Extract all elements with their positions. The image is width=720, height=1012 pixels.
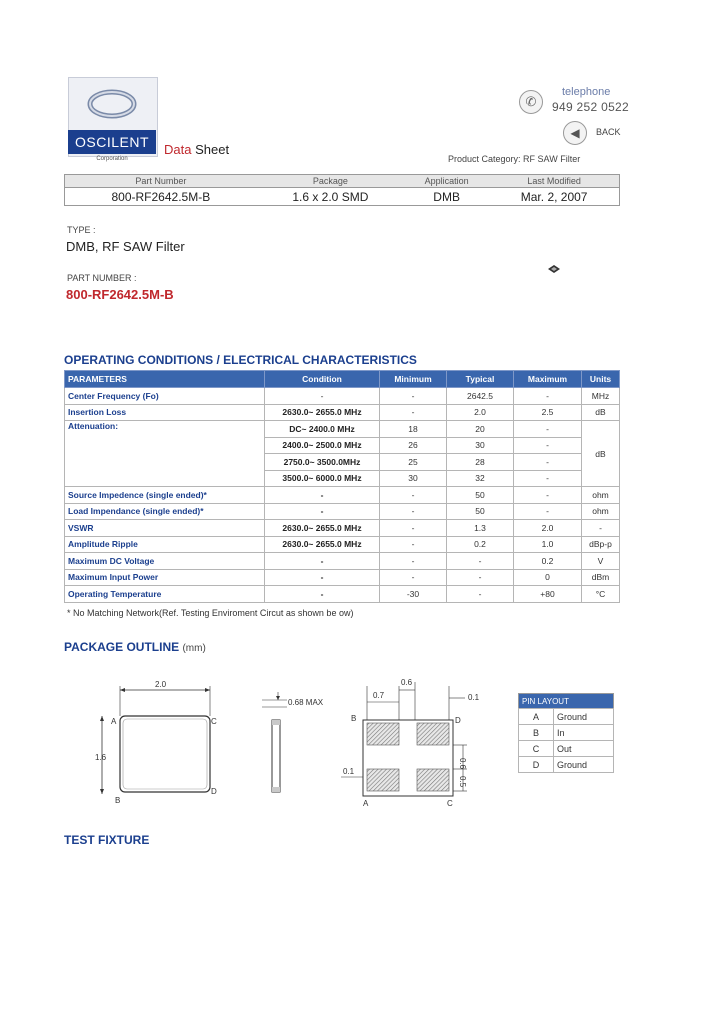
dim-pad-gap-label: 0.6 — [458, 758, 467, 770]
type-label: TYPE : — [67, 225, 96, 235]
param-unit: V — [582, 553, 620, 570]
param-max: 0 — [514, 569, 582, 586]
param-typ: 32 — [447, 470, 514, 487]
param-typ: 50 — [447, 503, 514, 520]
pin-c-label: C — [211, 717, 217, 726]
logo-ring-icon — [86, 86, 138, 122]
param-min: - — [380, 569, 447, 586]
table-row — [65, 421, 620, 438]
param-condition: DC~ 2400.0 MHz — [265, 421, 380, 438]
param-max: - — [514, 388, 582, 405]
doc-title-sheet: Sheet — [195, 142, 230, 157]
param-max: - — [514, 421, 582, 438]
param-typ: 1.3 — [447, 520, 514, 537]
param-name: Load Impendance (single ended)* — [65, 503, 265, 520]
param-condition: - — [265, 569, 380, 586]
param-unit: dB — [582, 404, 620, 421]
table-row — [65, 520, 620, 537]
table-row — [519, 709, 614, 725]
param-typ: - — [447, 569, 514, 586]
param-min: - — [380, 487, 447, 504]
param-max: - — [514, 437, 582, 454]
pin-d-label: D — [211, 787, 217, 796]
part-number-value: 800-RF2642.5M-B — [66, 287, 174, 302]
dim-height-label: 1.6 — [95, 753, 107, 762]
param-min: 25 — [380, 454, 447, 471]
table-row — [65, 536, 620, 553]
param-min: - — [380, 503, 447, 520]
pin-b-label: B — [115, 796, 121, 805]
table-row — [65, 569, 620, 586]
summary-header: Application — [404, 175, 489, 188]
param-condition: - — [265, 503, 380, 520]
pin-id: A — [519, 709, 554, 725]
pin-layout-title: PIN LAYOUT — [519, 694, 614, 709]
param-typ: 2642.5 — [447, 388, 514, 405]
param-max: - — [514, 503, 582, 520]
section-package-unit: (mm) — [182, 643, 206, 654]
param-max: 2.0 — [514, 520, 582, 537]
summary-application: DMB — [433, 189, 460, 204]
dim-edge-left-label: 0.1 — [343, 767, 355, 776]
pad-c-label: C — [447, 799, 453, 808]
logo-wordmark: OSCILENT — [68, 130, 156, 154]
table-row — [519, 757, 614, 773]
param-name: Operating Temperature — [65, 586, 265, 603]
pad-a-label: A — [363, 799, 369, 808]
summary-header: Part Number — [65, 175, 257, 188]
param-condition: 2630.0~ 2655.0 MHz — [265, 536, 380, 553]
param-typ: 2.0 — [447, 404, 514, 421]
telephone-number: 949 252 0522 — [552, 100, 630, 114]
param-unit: MHz — [582, 388, 620, 405]
param-unit: °C — [582, 586, 620, 603]
param-typ: 20 — [447, 421, 514, 438]
param-unit: ohm — [582, 503, 620, 520]
param-unit: dBm — [582, 569, 620, 586]
param-max: +80 — [514, 586, 582, 603]
param-typ: 28 — [447, 454, 514, 471]
footnote: * No Matching Network(Ref. Testing Enviroment Circut as shown be ow) — [67, 608, 354, 618]
param-unit: dBp-p — [582, 536, 620, 553]
dim-gap-label: 0.6 — [401, 678, 413, 687]
section-test-fixture: TEST FIXTURE — [64, 833, 150, 847]
pad-b-label: B — [351, 714, 357, 723]
table-row — [65, 404, 620, 421]
doc-title — [164, 142, 229, 157]
param-name: Maximum Input Power — [65, 569, 265, 586]
param-unit: ohm — [582, 487, 620, 504]
back-link[interactable]: BACK — [596, 127, 621, 137]
col-header: Typical — [447, 371, 514, 388]
dim-pad-width-label: 0.7 — [373, 691, 385, 700]
table-row — [519, 741, 614, 757]
col-header: Minimum — [380, 371, 447, 388]
dim-width-label: 2.0 — [155, 680, 167, 689]
param-min: - — [380, 536, 447, 553]
top-view-drawing — [92, 676, 242, 808]
summary-header: Package — [257, 175, 404, 188]
param-typ: 50 — [447, 487, 514, 504]
param-name: Amplitude Ripple — [65, 536, 265, 553]
param-max: - — [514, 470, 582, 487]
param-condition: 2630.0~ 2655.0 MHz — [265, 520, 380, 537]
param-min: -30 — [380, 586, 447, 603]
param-name: Maximum DC Voltage — [65, 553, 265, 570]
back-arrow-icon[interactable]: ◀ — [563, 121, 587, 145]
param-min: - — [380, 404, 447, 421]
summary-part-number: 800-RF2642.5M-B — [111, 189, 211, 204]
pin-a-label: A — [111, 717, 117, 726]
param-min: 18 — [380, 421, 447, 438]
param-condition: - — [265, 487, 380, 504]
param-min: - — [380, 520, 447, 537]
param-min: - — [380, 388, 447, 405]
param-typ: - — [447, 586, 514, 603]
col-header: Condition — [265, 371, 380, 388]
param-name: Insertion Loss — [65, 404, 265, 421]
summary-last-modified: Mar. 2, 2007 — [520, 189, 588, 204]
characteristics-table — [64, 370, 620, 603]
side-view-drawing — [252, 690, 337, 800]
table-row — [65, 553, 620, 570]
chip-icon — [547, 264, 561, 274]
pad-d-label: D — [455, 716, 461, 725]
param-name: VSWR — [65, 520, 265, 537]
pin-id: B — [519, 725, 554, 741]
param-condition: - — [265, 553, 380, 570]
pin-id: C — [519, 741, 554, 757]
product-category: Product Category: RF SAW Filter — [448, 154, 581, 164]
table-row — [65, 388, 620, 405]
pin-function: Ground — [554, 757, 614, 773]
param-min: - — [380, 553, 447, 570]
param-max: - — [514, 454, 582, 471]
param-condition: 2750.0~ 3500.0MHz — [265, 454, 380, 471]
dim-pad-height-label: 0.5 — [458, 776, 467, 788]
param-condition: 3500.0~ 6000.0 MHz — [265, 470, 380, 487]
param-typ: 30 — [447, 437, 514, 454]
param-min: 30 — [380, 470, 447, 487]
param-name: Attenuation: — [65, 421, 265, 487]
pin-function: Ground — [554, 709, 614, 725]
section-package — [64, 640, 206, 654]
summary-package: 1.6 x 2.0 SMD — [292, 189, 369, 204]
pin-id: D — [519, 757, 554, 773]
bottom-view-drawing — [335, 676, 495, 810]
param-typ: 0.2 — [447, 536, 514, 553]
param-min: 26 — [380, 437, 447, 454]
param-max: - — [514, 487, 582, 504]
param-condition: - — [265, 388, 380, 405]
dim-thickness-label: 0.68 MAX — [288, 698, 324, 707]
param-max: 1.0 — [514, 536, 582, 553]
part-number-label: PART NUMBER : — [67, 273, 137, 283]
param-typ: - — [447, 553, 514, 570]
section-operating: OPERATING CONDITIONS / ELECTRICAL CHARACTERISTICS — [64, 353, 417, 367]
param-max: 2.5 — [514, 404, 582, 421]
param-name: Source Impedence (single ended)* — [65, 487, 265, 504]
pin-function: Out — [554, 741, 614, 757]
telephone-label: telephone — [562, 86, 611, 98]
table-row — [519, 725, 614, 741]
summary-table — [64, 174, 620, 206]
section-package-title: PACKAGE OUTLINE — [64, 640, 180, 654]
dim-edge-top-label: 0.1 — [468, 693, 480, 702]
param-condition: - — [265, 586, 380, 603]
param-condition: 2630.0~ 2655.0 MHz — [265, 404, 380, 421]
pin-layout-table — [518, 693, 614, 773]
col-header: Units — [582, 371, 620, 388]
col-header: PARAMETERS — [65, 371, 265, 388]
param-unit: - — [582, 520, 620, 537]
param-name: Center Frequency (Fo) — [65, 388, 265, 405]
table-row — [65, 503, 620, 520]
type-value: DMB, RF SAW Filter — [66, 239, 185, 254]
col-header: Maximum — [514, 371, 582, 388]
param-unit: dB — [582, 421, 620, 487]
table-row — [65, 487, 620, 504]
telephone-icon: ✆ — [519, 90, 543, 114]
summary-header: Last Modified — [489, 175, 619, 188]
param-max: 0.2 — [514, 553, 582, 570]
table-row — [65, 586, 620, 603]
doc-title-data: Data — [164, 142, 192, 157]
param-condition: 2400.0~ 2500.0 MHz — [265, 437, 380, 454]
logo-corporation: Corporation — [96, 156, 128, 162]
pin-function: In — [554, 725, 614, 741]
